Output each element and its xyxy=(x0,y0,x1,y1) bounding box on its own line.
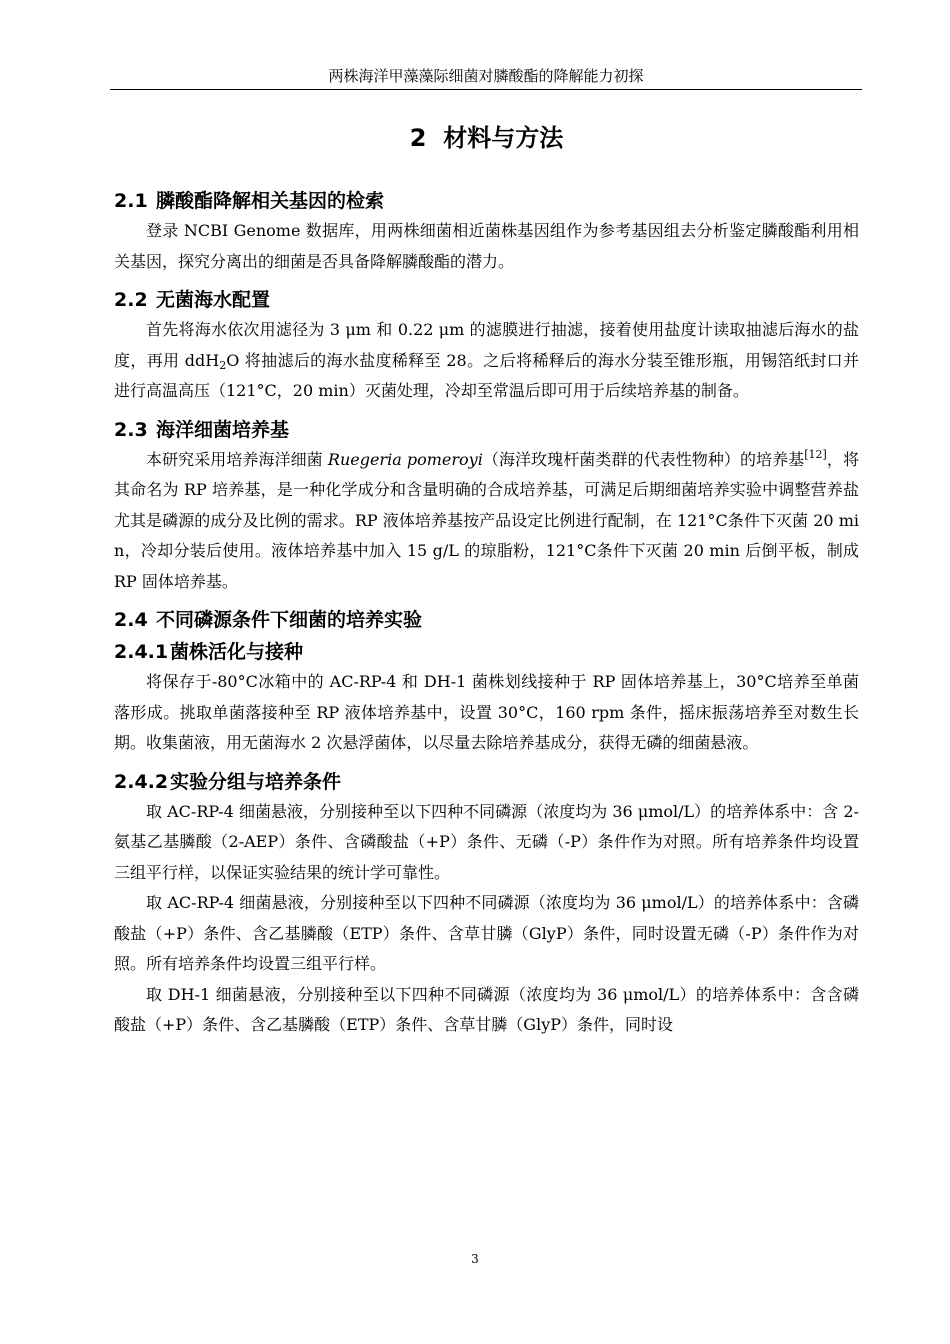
chapter-title xyxy=(114,116,859,160)
section-number: 2.4.1 xyxy=(114,641,169,663)
section-2-2-paragraph xyxy=(114,315,859,407)
section-number: 2.4 xyxy=(114,609,148,631)
running-header: 两株海洋甲藻藻际细菌对膦酸酯的降解能力初探 xyxy=(328,67,644,85)
section-number: 2.4.2 xyxy=(114,770,169,793)
section-2-2-heading xyxy=(114,285,859,315)
section-2-4-1-paragraph: 将保存于-80°C冰箱中的 AC-RP-4 和 DH-1 菌株划线接种于 RP 固体培养基上，30°C培养至单菌落形成。挑取单菌落接种至 RP 液体培养基中，设置 30°C，160 rpm 条件，摇床振荡培养至对数生长期。收集菌液，用无菌海水 2 次悬浮菌体，以尽量去除培养基成分，获得无磷的细菌悬液。 xyxy=(114,672,859,752)
section-2-3-heading xyxy=(114,415,859,445)
section-title: 海洋细菌培养基 xyxy=(156,418,290,441)
section-title: 膦酸酯降解相关基因的检索 xyxy=(156,190,385,212)
species-name: Ruegeria pomeroyi xyxy=(327,449,483,469)
text-segment: O 将抽滤后的海水盐度稀释至 28。之后将稀释后的海水分装至锥形瓶，用锡箔纸封口并进行高温高压（121°C，20 min）灭菌处理，冷却至常温后即可用于后续培养基的制备。 xyxy=(114,350,859,400)
section-2-4-2-paragraph-1: 取 AC-RP-4 细菌悬液，分别接种至以下四种不同磷源（浓度均为 36 μmol/L）的培养体系中：含 2-氨基乙基膦酸（2-AEP）条件、含磷酸盐（+P）条件、无磷（-P）条件作为对照。所有培养条件均设置三组平行样，以保证实验结果的统计学可靠性。 xyxy=(114,801,859,882)
section-2-3-paragraph xyxy=(114,445,859,598)
section-title: 不同磷源条件下细菌的培养实验 xyxy=(156,609,423,631)
text-segment: （海洋玫瑰杆菌类群的代表性物种）的培养基 xyxy=(482,449,805,469)
subscript: 2 xyxy=(219,358,227,372)
section-2-4-2-heading xyxy=(114,767,859,797)
text-segment: ，将其命名为 RP 培养基，是一种化学成分和含量明确的合成培养基，可满足后期细菌培养实验中调整营养盐尤其是磷源的成分及比例的需求。RP 液体培养基按产品设定比例进行配制，在 121°C条件下灭菌 20 min，冷却分装后使用。液体培养基中加入 15 g/L 的琼脂粉，121°C条件下灭菌 20 min 后倒平板，制成 RP 固体培养基。 xyxy=(114,449,859,591)
section-number: 2.3 xyxy=(114,418,148,441)
page-content xyxy=(114,116,859,1041)
section-number: 2.2 xyxy=(114,289,148,311)
section-2-4-1-heading xyxy=(114,637,859,667)
chapter-number: 2 xyxy=(409,124,427,152)
text-segment: 首先将海水依次用滤径为 3 μm 和 0.22 μm 的滤膜进行抽滤，接着使用盐度计读取抽滤后海水的盐度，再用 ddH xyxy=(114,320,859,370)
header-divider xyxy=(110,89,862,90)
section-2-1-heading xyxy=(114,186,859,216)
chapter-title-text: 材料与方法 xyxy=(443,124,564,152)
section-2-4-2-paragraph-3: 取 DH-1 细菌悬液，分别接种至以下四种不同磷源（浓度均为 36 μmol/L）的培养体系中：含含磷酸盐（+P）条件、含乙基膦酸（ETP）条件、含草甘膦（GlyP）条件，同时设 xyxy=(114,984,859,1034)
section-2-4-heading xyxy=(114,605,859,635)
text-segment: 本研究采用培养海洋细菌 xyxy=(146,449,328,469)
section-title: 无菌海水配置 xyxy=(156,289,271,311)
section-title: 菌株活化与接种 xyxy=(170,641,304,663)
page-number: 3 xyxy=(471,1252,479,1266)
section-number: 2.1 xyxy=(114,190,148,212)
section-title: 实验分组与培养条件 xyxy=(170,770,342,793)
citation-link[interactable]: [12] xyxy=(804,447,827,461)
section-2-4-2-paragraph-2: 取 AC-RP-4 细菌悬液，分别接种至以下四种不同磷源（浓度均为 36 μmol/L）的培养体系中：含磷酸盐（+P）条件、含乙基膦酸（ETP）条件、含草甘膦（GlyP）条件，同时设置无磷（-P）条件作为对照。所有培养条件均设置三组平行样。 xyxy=(114,893,859,973)
section-2-1-paragraph: 登录 NCBI Genome 数据库，用两株细菌相近菌株基因组作为参考基因组去分析鉴定膦酸酯利用相关基因，探究分离出的细菌是否具备降解膦酸酯的潜力。 xyxy=(114,221,859,271)
